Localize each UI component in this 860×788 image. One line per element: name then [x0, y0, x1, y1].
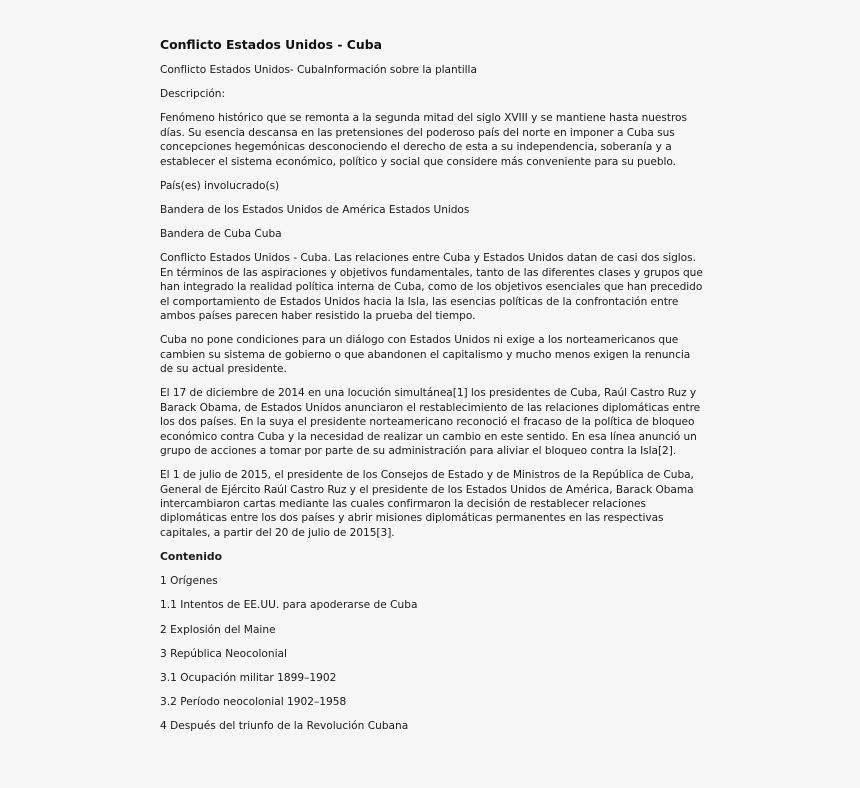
july-2015-paragraph: El 1 de julio de 2015, el presidente de los Consejos de Estado y de Ministros de la República de Cuba, General de Ejército Raúl Castro Ruz y el presidente de los Estados Unidos de América, Barack Obama intercambiaron cartas mediante las cuales confirmaron la decisión de restablecer relaciones diplomáticas entre los dos países y abrir misiones diplomáticas permanentes en las respectivas capitales, a partir del 20 de julio de 2015[3]. [160, 469, 694, 539]
description-label: Descripción: [160, 88, 225, 101]
toc-item-periodo[interactable]: 3.2 Período neocolonial 1902–1958 [160, 696, 347, 709]
toc-item-intentos[interactable]: 1.1 Intentos de EE.UU. para apoderarse de Cuba [160, 599, 418, 612]
toc-item-republica[interactable]: 3 República Neocolonial [160, 647, 287, 660]
page-title: Conflicto Estados Unidos - Cuba [160, 37, 382, 52]
toc-item-origenes[interactable]: 1 Orígenes [160, 575, 218, 588]
dialogue-paragraph: Cuba no pone condiciones para un diálogo con Estados Unidos ni exige a los norteamericanos que cambien su sistema de gobierno o que abandonen el capitalismo y mucho menos exigen la renuncia de su actual presidente. [160, 334, 691, 376]
document-body [160, 37, 705, 744]
country-usa: Bandera de los Estados Unidos de América Estados Unidos [160, 204, 470, 217]
template-info-line: Conflicto Estados Unidos- CubaInformación sobre la plantilla [160, 64, 477, 76]
toc-item-maine[interactable]: 2 Explosión del Maine [160, 623, 276, 636]
country-cuba: Bandera de Cuba Cuba [160, 228, 282, 241]
description-text: Fenómeno histórico que se remonta a la segunda mitad del siglo XVIII y se mantiene hasta nuestros días. Su esencia descansa en las pretensiones del poderoso país del norte en imponer a Cuba sus concepciones hegemónicas desconociendo el derecho de esta a su independencia, soberanía y a establecer el sistema económico, político y social que considere más conveniente para su pueblo. [160, 112, 687, 168]
intro-paragraph: Conflicto Estados Unidos - Cuba. Las relaciones entre Cuba y Estados Unidos datan de casi dos siglos. En términos de las aspiraciones y objetivos fundamentales, tanto de las diferentes clases y grupos que han integrado la realidad política interna de Cuba, como de los objetivos esenciales que han precedido el comportamiento de Estados Unidos hacia la Isla, las esencias políticas de la confrontación entre ambos países parecen haber resistido la prueba del tiempo. [160, 252, 703, 323]
table-of-contents [160, 574, 705, 734]
toc-item-revolucion[interactable]: 4 Después del triunfo de la Revolución Cubana [160, 720, 409, 733]
contents-heading: Contenido [160, 549, 223, 563]
december-2014-paragraph: El 17 de diciembre de 2014 en una locución simultánea[1] los presidentes de Cuba, Raúl Castro Ruz y Barack Obama, de Estados Unidos anunciaron el restablecimiento de las relaciones diplomáticas entre los dos países. En la suya el presidente norteamericano reconoció el fracaso de la política de bloqueo económico contra Cuba y la necesidad de realizar un cambio en este sentido. En esa línea anunció un grupo de acciones a tomar por parte de su administración para aliviar el bloqueo contra la Isla[2]. [160, 387, 701, 457]
countries-label: País(es) involucrado(s) [160, 179, 280, 192]
toc-item-ocupacion[interactable]: 3.1 Ocupación militar 1899–1902 [160, 671, 337, 684]
